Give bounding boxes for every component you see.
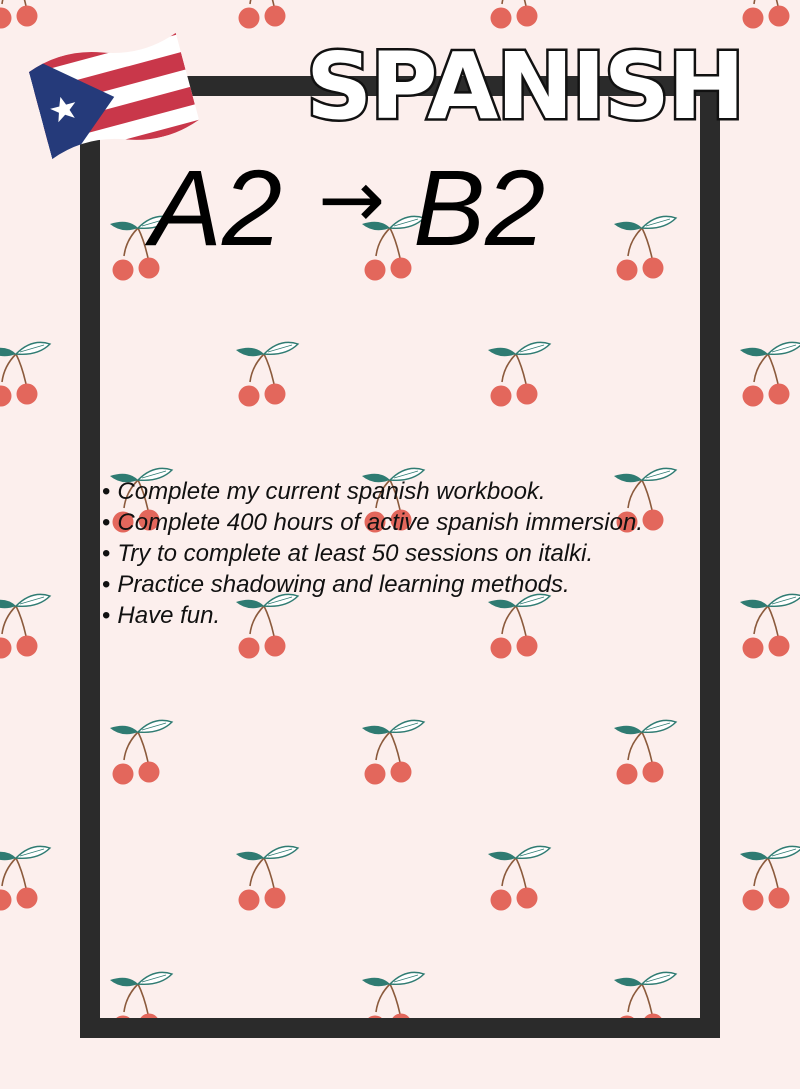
goal-item: • Complete 400 hours of active spanish immersion. <box>102 507 722 538</box>
puerto-rico-flag-icon <box>14 14 204 164</box>
cherry-icon <box>740 594 800 658</box>
goal-item: • Have fun. <box>102 600 722 631</box>
cherry-icon <box>0 342 50 406</box>
cherry-icon <box>740 342 800 406</box>
level-from: A2 <box>150 147 283 268</box>
goal-item: • Complete my current spanish workbook. <box>102 476 722 507</box>
goals-list <box>102 476 722 631</box>
cherry-icon <box>0 846 50 910</box>
cherry-icon <box>740 846 800 910</box>
cherry-icon <box>236 0 298 29</box>
cherry-icon <box>0 594 50 658</box>
goal-item: • Practice shadowing and learning methods. <box>102 569 722 600</box>
arrow-right-icon: → <box>318 153 386 246</box>
level-progress <box>150 148 710 268</box>
goal-item: • Try to complete at least 50 sessions on italki. <box>102 538 722 569</box>
page-title: SPANISH <box>306 33 743 140</box>
level-to: B2 <box>413 147 546 268</box>
